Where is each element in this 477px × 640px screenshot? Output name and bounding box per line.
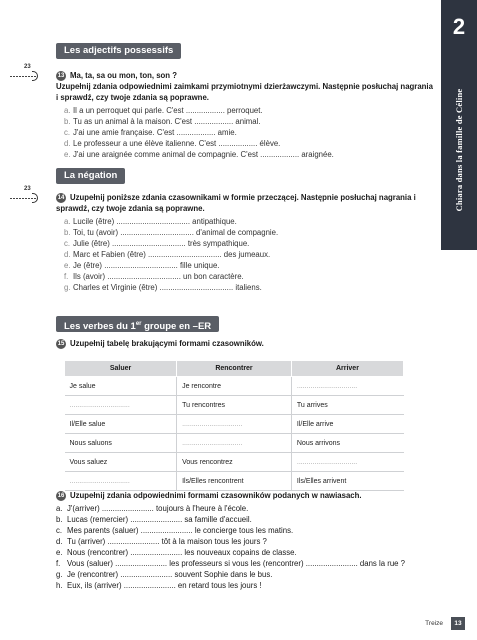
section-header-verbes: Les verbes du 1er groupe en –ER [56,316,219,332]
exercise-13 [56,70,436,160]
item-text: Eux, ils (arriver) ........................ en retard tous les jours ! [67,581,262,590]
audio-track-icon[interactable] [10,64,36,86]
item-text: Ils (avoir) .................................. un bon caractère. [73,272,244,281]
exercise-item [56,558,436,569]
item-letter: e. [64,261,71,270]
item-letter: b. [56,515,63,524]
item-letter: a. [64,217,71,226]
exercise-item [64,116,436,127]
sound-wave-icon [32,71,38,81]
page-footer [425,617,465,630]
exercise-instruction: Uzupełnij poniższe zdania czasownikami w formie przeczącej. Następnie posłuchaj nagrania i sprawdź, czy twoje zdania są poprawne. [56,193,416,213]
table-blank-cell[interactable]: ............................... [65,396,177,415]
item-letter: d. [64,250,71,259]
item-text: J'ai une amie française. C'est .................. amie. [73,128,237,137]
table-blank-cell[interactable]: ............................... [291,453,403,472]
exercise-item [56,503,436,514]
exercise-number: 14 [57,195,65,201]
item-text: Lucas (remercier) ........................ sa famille d'accueil. [67,515,252,524]
exercise-item [64,127,436,138]
exercise-items [56,216,436,293]
item-letter: d. [56,537,63,546]
exercise-item [56,569,436,580]
item-letter: a. [56,504,63,513]
table-header-row [65,361,404,377]
table-header-cell: Saluer [65,361,177,377]
item-text: Le professeur a une élève italienne. C'est .................. élève. [73,139,281,148]
item-letter: b. [64,117,71,126]
exercise-instruction: Uzupełnij zdania odpowiednimi zaimkami przymiotnymi dzierżawczymi. Następnie posłuchaj nagrania i sprawdź, czy twoje zdania są poprawne. [56,82,433,102]
table-cell: Ils/Elles rencontrent [177,472,292,491]
exercise-number: 15 [57,341,65,347]
audio-track-number: 23 [24,64,31,70]
item-text: Je (être) .................................. fille unique. [73,261,220,270]
item-letter: g. [56,570,63,579]
item-letter: b. [64,228,71,237]
item-letter: d. [64,139,71,148]
table-blank-cell[interactable]: ............................... [65,472,177,491]
item-letter: c. [64,128,71,137]
exercise-item [56,547,436,558]
table-cell: Je rencontre [177,377,292,396]
page-number: 13 [451,617,465,630]
table-header-cell: Rencontrer [177,361,292,377]
item-text: Lucile (être) .................................. antipathique. [73,217,237,226]
item-text: Il a un perroquet qui parle. C'est .................. perroquet. [73,106,263,115]
exercise-item [56,525,436,536]
table-row [65,396,404,415]
exercise-16 [56,490,436,591]
exercise-item [64,227,436,238]
exercise-15 [56,338,436,349]
exercise-item [64,260,436,271]
exercise-number: 13 [57,73,65,79]
table-blank-cell[interactable]: ............................... [291,377,403,396]
exercise-item [64,149,436,160]
table-cell: Tu rencontres [177,396,292,415]
table-cell: Vous rencontrez [177,453,292,472]
item-letter: g. [64,283,71,292]
table-row [65,472,404,491]
item-text: Julie (être) .................................. très sympathique. [73,239,250,248]
exercise-items [56,105,436,160]
chapter-number: 2 [452,14,466,39]
section-header-negation: La négation [56,168,125,184]
table-cell: Il/Elle arrive [291,415,403,434]
exercise-title: Ma, ta, sa ou mon, ton, son ? [70,71,177,80]
exercise-item [56,580,436,591]
table-blank-cell[interactable]: ............................... [177,415,292,434]
chapter-title: Chiara dans la famille de Céline [454,88,464,212]
item-text: Tu (arriver) ........................ tôt à la maison tous les jours ? [67,537,267,546]
item-text: Tu as un animal à la maison. C'est .................. animal. [73,117,261,126]
sound-wave-icon [32,193,38,203]
item-text: Toi, tu (avoir) .................................. d'animal de compagnie. [73,228,279,237]
item-letter: f. [64,272,69,281]
item-text: Vous (saluer) ........................ les professeurs si vous les (rencontrer) ........................ dans la rue ? [67,559,405,568]
exercise-instruction: Uzupełnij zdania odpowiednimi formami czasowników podanych w nawiasach. [70,491,362,500]
exercise-item [64,249,436,260]
exercise-number: 16 [57,493,65,499]
table-blank-cell[interactable]: ............................... [177,434,292,453]
exercise-item [64,238,436,249]
exercise-item [64,105,436,116]
table-cell: Je salue [65,377,177,396]
table-cell: Il/Elle salue [65,415,177,434]
page-word: Treize [425,620,443,627]
exercise-item [64,138,436,149]
item-text: Marc et Fabien (être) .................................. des jumeaux. [73,250,271,259]
item-letter: e. [56,548,63,557]
item-letter: a. [64,106,71,115]
table-cell: Nous saluons [65,434,177,453]
item-text: Mes parents (saluer) ........................ le concierge tous les matins. [67,526,294,535]
exercise-item [64,282,436,293]
table-cell: Ils/Elles arrivent [291,472,403,491]
item-text: Charles et Virginie (être) .................................. italiens. [73,283,262,292]
table-header-cell: Arriver [291,361,403,377]
exercise-item [64,216,436,227]
chapter-tab [441,0,477,250]
item-text: Je (rencontrer) ........................ souvent Sophie dans le bus. [67,570,273,579]
table-row [65,453,404,472]
exercise-14 [56,192,436,293]
table-cell: Tu arrives [291,396,403,415]
item-letter: h. [56,581,63,590]
table-row [65,415,404,434]
item-letter: c. [56,526,63,535]
item-text: Nous (rencontrer) ........................ les nouveaux copains de classe. [67,548,297,557]
table-cell: Nous arrivons [291,434,403,453]
exercise-instruction: Uzupełnij tabelę brakującymi formami czasowników. [70,339,264,348]
table-row [65,377,404,396]
exercise-item [64,271,436,282]
exercise-item [56,514,436,525]
audio-track-icon[interactable] [10,186,36,208]
table-cell: Vous saluez [65,453,177,472]
table-row [65,434,404,453]
item-letter: c. [64,239,71,248]
item-text: J'(arriver) ........................ toujours à l'heure à l'école. [67,504,249,513]
item-letter: e. [64,150,71,159]
exercise-item [56,536,436,547]
section-header-possessifs: Les adjectifs possessifs [56,43,181,59]
item-text: J'ai une araignée comme animal de compagnie. C'est .................. araignée. [73,150,334,159]
audio-track-number: 23 [24,186,31,192]
exercise-items [56,503,436,591]
item-letter: f. [56,559,61,568]
verb-table [64,360,404,491]
